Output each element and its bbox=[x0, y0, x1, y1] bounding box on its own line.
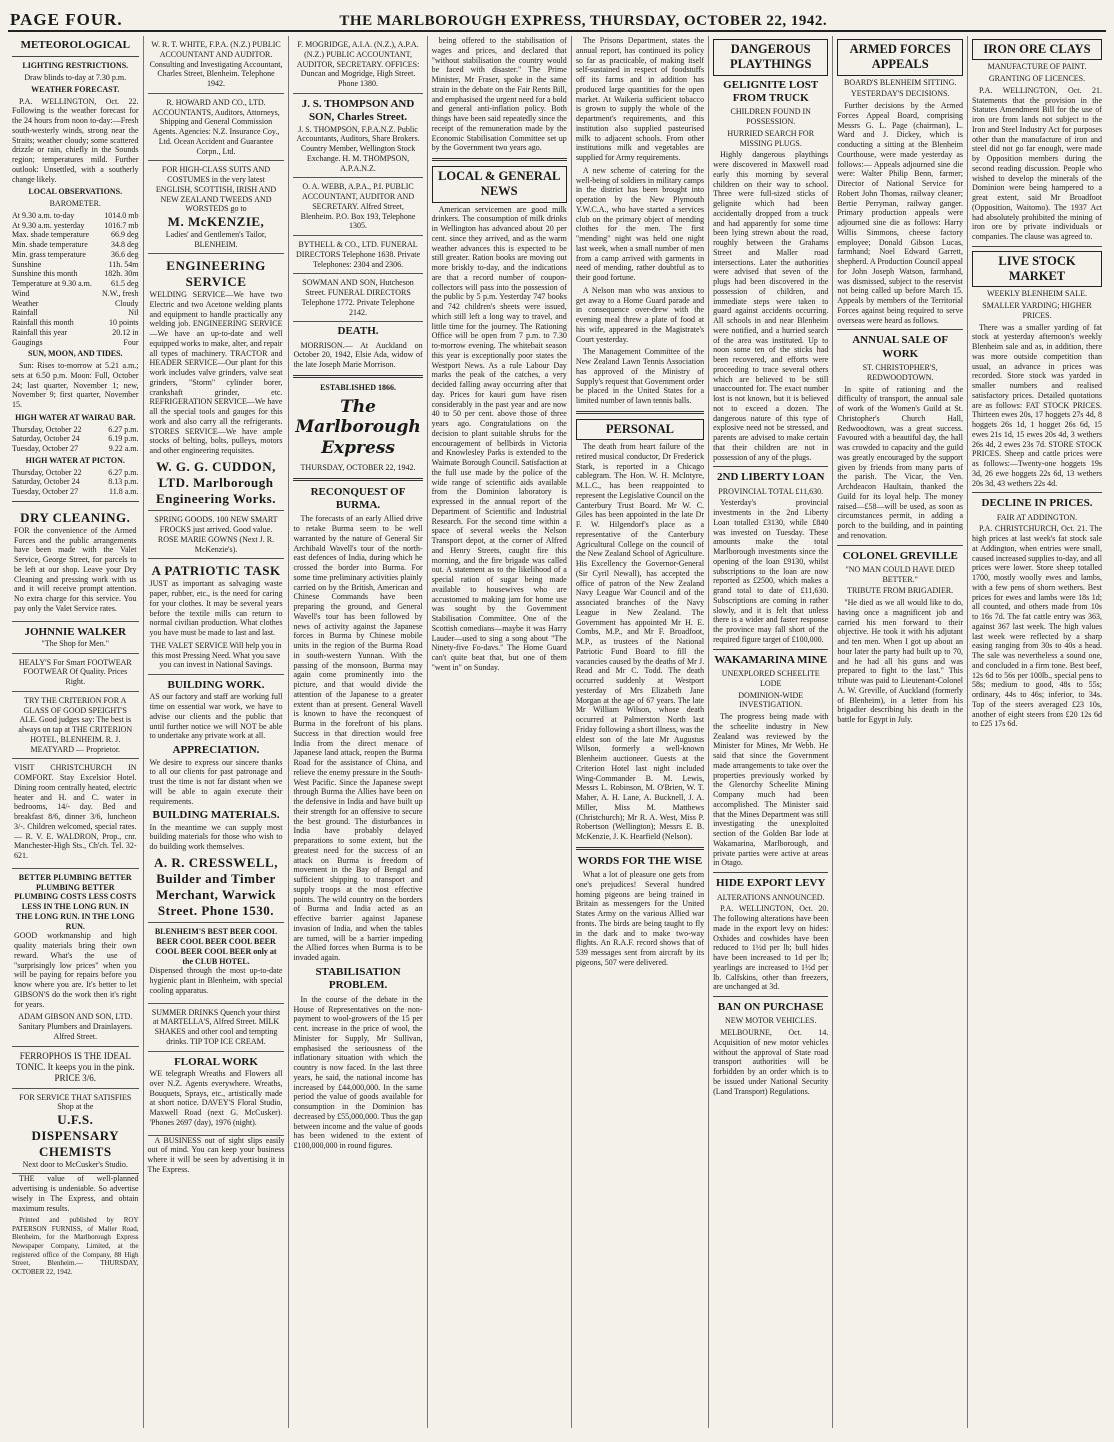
greville-sub1: "NO MAN COULD HAVE DIED BETTER." bbox=[845, 564, 955, 584]
obs-row: Rainfall Nil bbox=[12, 308, 139, 318]
editorial-continued: being offered to the stabilisation of wages and prices, and declared that "without stabilisation the country would be faced with disaster." The Prime Minister, Mr Fraser, spoke in the same strain in the debate on the Fair Rents Bill, and emphasised the urgent need for a bold and general anti-inflation policy. Both things have been said repeatedly since the receipt of the remuneration made by the Economic Stabilisation Committee set up by the Government two years ago. bbox=[431, 36, 567, 153]
ban-purchase-sub: NEW MOTOR VEHICLES. bbox=[725, 1016, 817, 1026]
hide-levy-sub: ALTERATIONS ANNOUNCED. bbox=[716, 892, 825, 902]
local-news-text: American servicemen are good milk drinkers. The consumption of milk drinks in Wellington has advanced about 20 per cent. since they arrived, and as the warm weather advances this is expected to be still greater. Ration books are moving out more briskly to-day, and the indications are that a record number of coupon-collectors will pass into the possession of the public by 5 p.m. Yesterday 747 books and 742 children's sheets were issued, which still left a long way to travel, and little time for the journey. The Rationing Office will be open from 7 p.m. to 7.30 to-morrow evening. The whitebait season this year is exceptionally poor states the Westport News. As a rule Labour Day marks the peak of the catches, a very decided falling away occurring after that day. Prices for kauri gum have risen considerably in the past year and are now 40 to 50 per cent. above those of three years ago. Congratulations on the decision to plant suitable shrubs for the encouragement of bellbirds in Victoria and Knowlesley Parks is extended to the Waimate Borough Council. Satisfaction at the full use made by the police of the wide range of scientific aids available from the Dominion laboratory is expressed in the annual report of the Department of Scientific and Industrial Research. For the second time within a space of several weeks the Nelson Transport depot, at the corner of Alfred and Henry Streets, caught fire this morning, and the fire brigade was called out. A statement as to the likelihood of a special ration of sugar being made available to housewives who are accustomed to making jam for home use was sought by the Government Stabilisation Committee. One of the Scottish comedians—maybe it was Harry Lauder—used to sing a song about "The Ninety-five Fo-davs." The Home Guard can't quite beat that, but one of them "went in" on Sunday. bbox=[431, 204, 567, 672]
plumbing-ad: BETTER PLUMBING BETTER PLUMBING BETTER PLUMBING COSTS LESS COSTS LESS IN THE LONG RUN. IN THE LONG RUN. IN THE LONG RUN. GOOD workmanship and high quality materials bring their own reward. What's the use of "surprisingly low prices" when you will be paying for repairs before you know where you are. It's better to let GIBSON'S do the work then it's right for years. ADAM GIBSON AND SON, LTD. Sanitary Plumbers and Drainlayers. Alfred Street. bbox=[12, 869, 139, 1047]
stabilisation-editorial: In the course of the debate in the House of Representatives on the non-payment to wool-growers of the 15 per cent. increase in the price of wool, the Minister for Supply, Mr Sullivan, emphasised the seriousness of the inflationary situation with which the country is now faced. In the last three years, he said, the national income has increased by £44,000,000. In the same period the value of goods available for consumption in the Dominion has decreased by £55,000,000. Thus the gap between income and the value of goods has been widened to the extent of £100,000,000 in round figures. bbox=[293, 994, 423, 1151]
column-2 bbox=[144, 36, 290, 1428]
masthead bbox=[8, 4, 1106, 32]
personal-text: The death from heart failure of the retired musical conductor, Dr Frederick Stark, is reported in a Chicago cablegram. The Hon. W. H. McIntyre, M.L.C., has been reappointed to represent the Legislative Council on the Canterbury Trust Board. Mr W. C. Giles has been appointed in the late Dr F. W. Hilgendorf's place as a representative of the Canterbury Agricultural College on the council of the New Zealand School of Agriculture. His Excellency the Governor-General (Sir Cyril Newall), has accepted the office of patron of the New Zealand Navy League War Council and of the associated branches of the Navy League in New Zealand. The Government has appointed Mr H. E. Combs, M.P., and Mr F. Broadfoot, M.P., as trustees of the National Patriotic Fund Board to fill the vacancies caused by the deaths of Mr J. Read and Mr C. Todd. The death occurred suddenly at Westport yesterday of Mrs Elizabeth Jane Morgan at the age of 67 years. The late Mr William Wilson, whose death occurred at Palmerston North last Friday following a short illness, was the eldest son of the late Mr Augustus Wilson, formerly a well-known Blenheim auctioneer. Guests at the Criterion Hotel last night included Wing-Commander B. M. Lewis, Messrs L. Robinson, M. O'Brien, W. T. Maher, A. H. Lane, A. Bucknell, J. A. Miller, Miss M. Matthews (Christchurch); Mr R. A. West, Miss P. Robertson (Wellington); Messrs E. B. McKenzie, J. K. Hearfield (Nelson). bbox=[575, 442, 705, 841]
lighting-text: Draw blinds to-day at 7.30 p.m. bbox=[24, 73, 127, 83]
lighting-heading: LIGHTING RESTRICTIONS. bbox=[22, 61, 129, 71]
advertise-notice: THE value of well-planned advertising is undeniable. So advertise wisely in The Express, and obtain maximum results. bbox=[12, 1174, 139, 1213]
gelignite-text: Highly dangerous playthings were discovered in Maxwell road early this morning by several children on their way to school. Three were full-sized sticks of gelignite which had been accidentally dropped from a truck and had apparently for some time been lying strewn about the road, roughly between the Grahams Street and Maller road intersections. Later the authorities were advised that seven of the plugs had been discovered in the possession of children, and immediate steps were taken to guard against accidents occurring. All schools in and near Blenheim were notified, and a hurried search of the area was instituted. Up to noon some ten of the sticks had been recovered, and efforts were proceeding to trace several others which are believed to be still unaccounted for. The exact number lost is not known, but it is believed not to exceed a dozen. The dangerous nature of this type of explosive need not be stressed, and parents are advised to make certain that their children are not in possession of any of the plugs. bbox=[713, 150, 829, 462]
gelignite-heading: GELIGNITE LOST FROM TRUCK bbox=[723, 78, 819, 104]
greville-text: "He died as we all would like to do, having once a magnificent job and carried his men forward to their objective. He took it with his adjutant and ten men. When I got up about an hour later the party had built up to 70, and he had all his guns and was prepared to fight to the last." This tribute was paid to Lieutenant-Colonel A. W. Greville, of Auckland (formerly of Blenheim), in a letter from his brigadier describing his death in the battle for Egypt in July. bbox=[837, 598, 964, 725]
newspaper-page bbox=[8, 4, 1106, 1432]
editorial-date: THURSDAY, OCTOBER 22, 1942. bbox=[300, 462, 416, 472]
obs-row: Sunshine this month 182h. 30m bbox=[12, 269, 139, 279]
tide-row: Tuesday, October 27 9.22 a.m. bbox=[12, 444, 139, 454]
live-stock-sub1: WEEKLY BLENHEIM SALE. bbox=[987, 289, 1088, 299]
building-work-ad: BUILDING WORK. AS our factory and staff are working full time on essential war work, we have to advise our clients and the public that until further notice we will NOT be able to undertake any private work at all. APPRECIATION. We desire to express our sincere thanks to all our clients for past patronage and trust the time is not far distant when we will be able to again execute their requirements. BUILDING MATERIALS. In the meantime we can supply most building materials for those who wish to do building work themselves. A. R. CRESSWELL, Builder and Timber Merchant, Warwick Street. Phone 1530. bbox=[148, 675, 285, 923]
thompson-ad: J. S. THOMPSON AND SON, Charles Street. J. S. THOMPSON, F.P.A.N.Z. Public Accountants, Auditors, Share Brokers. Country Member, Wellington Stock Exchange. H. M. THOMPSON, A.P.A.N.Z. bbox=[293, 94, 422, 179]
column-5 bbox=[572, 36, 709, 1428]
tide-row: Thursday, October 22 6.27 p.m. bbox=[12, 467, 139, 477]
ban-purchase-heading: BAN ON PURCHASE bbox=[717, 1001, 824, 1014]
tide-row: Thursday, October 22 6.27 p.m. bbox=[12, 424, 139, 434]
healys-ad: HEALY'S For Smart FOOTWEAR FOOTWEAR Of Quality. Prices Right. bbox=[12, 654, 139, 692]
ywca-item: A new scheme of catering for the well-being of soldiers in military camps in the district has been brought into operation by the New Plymouth Y.W.C.A., who have started a services club on the primary object of mending clothes for the men. The first "mending" night was held one night last week, when a small number of men from a camp arrived with garments in need of mending, rather doubtful as to their good fortune. bbox=[575, 165, 705, 282]
obs-row: Min. grass temperature 36.6 deg bbox=[12, 249, 139, 259]
wakamarina-sub2: DOMINION-WIDE INVESTIGATION. bbox=[738, 690, 804, 710]
sale-of-work-text: In spite of rationing and the difficulty of transport, the annual sale of work of the Women's Guild at St. Christopher's Church Hall, Redwoodtown, was a great success. Favoured with a beautiful day, the hall was crowded to capacity and the guild was greatly encouraged by the support given by friends from many parts of the parish. The Vicar, the Ven. Archdeacon Haultain, thanked the Guild for its loyal help. The money raised—£58—will be used, as soon as circumstances permit, in adding a porch to the building, and in painting and renovation. bbox=[837, 384, 964, 540]
white-accountant-ad: W. R. T. WHITE, F.P.A. (N.Z.) PUBLIC ACCOUNTANT AND AUDITOR. Consulting and Investigating Accountant, Charles Street, Blenheim. Telephone 1942. bbox=[148, 36, 285, 94]
ufs-ad: FOR SERVICE THAT SATISFIES Shop at the U.F.S. DISPENSARY CHEMISTS Next door to McCusker's Studio. bbox=[12, 1089, 139, 1175]
burma-editorial: The forecasts of an early Allied drive to retake Burma seem to be well warranted by the nature of General Sir Archibald Wavell's tour of the north-east defences of India, during which he crossed the border into Burma. For some time preliminary activities plainly carried on by the British, American and Chinese Commands have been preparing the ground, and General Wavell's tour has been followed by news of activity against the Japanese forces in Burma by Chinese mobile units in the region of the Burma Road in south-western Yunnan. With the passing of the monsoon, Burma may again come prominently into the picture, and that would divide the attention of the Japanese to a greater extent than at present. General Wavell is known to have the reconquest of Burma in the forefront of his plans. Success in that direction would free India from the direct menace of Japanese land attack, reopen the Burma Road for the assistance of China, and relieve the enemy pressure in the South-West Pacific. Since the Japanese swept through Burma the Allies have been on the defensive in India and have built up their strength for an offensive to secure the best ground. The disturbances in India have probably delayed preparations to some extent, but the greatest need for the success of an attack on Burma is freedom of movement in the Bay of Bengal and sufficient shipping to transport and supply troops at the most effective points. The wild country on the borders of Burma and India acted as an effective barrier against Japanese invasion of India, and when the tables are turned, will be a barrier impeding the Allied forces when Burma is to be invaded again. bbox=[293, 514, 423, 963]
obs-row: Sunshine 11h. 54m bbox=[12, 259, 139, 269]
decline-prices-text: P.A. CHRISTCHURCH, Oct. 21. The high prices at last week's fat stock sale at Addington, when entries were small, caused increased supplies to-day, and all prices were lower. Store sheep totalled 1700, mostly woolly ewes and lambs, with a few pens of shorn wethers. Best prices for ewes and lambs were 18s 1d; all counted, and others made from 10s to 16s 7d. The fat cattle entry was 363, against 367 last week. The high values last week were reflected by a sharp easing ranging from 30s to 40s a head. The sale was nevertheless a sound one, and concluded in a firm tone. Best beef, 12s 6d to 56s per 100lb., special pens to 58s; medium to good, 48s to 55s; ordinary, 44s to 46s; inferior, to 34s. Top of the steers averaged £23 10s, another of eight steers from £20 12s 6d to £25 17s 6d. bbox=[972, 524, 1103, 729]
tide-row: Tuesday, October 27 11.8 a.m. bbox=[12, 487, 139, 497]
webb-ad: O. A. WEBB, A.P.A., P.I. PUBLIC ACCOUNTANT, AUDITOR AND SECRETARY. Alfred Street, Blenheim. P.O. Box 193, Telephone 1305. bbox=[293, 178, 422, 236]
prisons-item: The Prisons Department, states the annual report, has continued its policy so far as practicable, of making itself self-sustained in respect of foodstuffs off its farms and in addition has produced large quantities for the open market. At Waikeria sufficient tobacco is grown to supply the whole of the department's requirements, and this institution also supplied pasteurised milk to adjacent schools. From other institutions milk and vegetables are supplied for Army requirements. bbox=[575, 36, 705, 162]
excelsior-ad: VISIT CHRISTCHURCH IN COMFORT. Stay Excelsior Hotel. Dining room centrally heated, electric heater and H. and C. water in bedrooms, 14/- day. Bed and breakfast 8/6, dinner 3/6, luncheon 3/-. Children welcomed, special rates.— R. V. E. WALDRON, Prop., cnr. Manchester-High Sts., Ch'ch. Tel. 32-621. bbox=[12, 759, 139, 869]
observations-table bbox=[12, 211, 139, 348]
gelignite-sub2: HURRIED SEARCH FOR MISSING PLUGS. bbox=[727, 128, 815, 148]
hide-levy-text: P.A. WELLINGTON, Oct. 20. The following alterations have been made in the export levy on hides: Oxhides and cowhides have been reduced to 1½d per lb; bull hides have been increased to 1d per lb; yearlings are increased to 1½d per lb. Calfskins, other than freezers, are unchanged at 3d. bbox=[713, 904, 829, 992]
live-stock-sub2: SMALLER YARDING; HIGHER PRICES. bbox=[982, 301, 1092, 320]
death-heading: DEATH. bbox=[337, 325, 379, 338]
sun-moon-text: Sun: Rises to-morrow at 5.21 a.m.; sets at 6.50 p.m. Moon: Full, October 24; last quarter, November 1; new, November 9; first quarter, November 15. bbox=[12, 361, 139, 410]
iron-ore-text: P.A. WELLINGTON, Oct. 21. Statements that the provision in the Statutes Amendment Bill for the use of iron ore from lands not subject to the Iron and Steel Industry Act for purposes other than the manufacture of iron and steel did not go far enough, were made by Opposition members during the second reading discussion. People who wished to develop the minerals of the Dominion were being hampered to a great extent, said Mr Broadfoot (Opposition, Waitomo). The 1937 Act had absolutely prohibited the mining of iron ore by private individuals or companies. The clause was agreed to. bbox=[972, 85, 1103, 241]
tide-row: Saturday, October 24 6.19 p.m. bbox=[12, 434, 139, 444]
business-notice: A BUSINESS out of sight slips easily out of mind. You can keep your business where it will be seen by advertising it in The Express. bbox=[147, 1135, 285, 1174]
obs-row: Rainfall this year 20.12 in bbox=[12, 327, 139, 337]
wairau-tide-heading: HIGH WATER AT WAIRAU BAR. bbox=[15, 412, 136, 422]
obs-row: At 9.30 a.m. to-day 1014.0 mb bbox=[12, 210, 139, 220]
engineering-ad: ENGINEERING SERVICE WELDING SERVICE—We have two Electric and two Acetone welding plants and equipment to handle practically any welding job. ENGINEERING SERVICE—We have an up-to-date and well equipped works to make, alter, and repair all types of machinery. TRACTOR and HEADER SERVICE—Our plant for this work includes valve grinders, valve seat grinders, "Storm" cylinder borer, crankshaft grinder, etc. REFRIGERATION SERVICE—We have all the special tools and gauges for this work and also carry all the refrigerants. STORES SERVICE—We have ample stocks of belting, bolts, pulleys, motors and other engineering requisites. W. G. G. CUDDON, LTD. Marlborough Engineering Works. bbox=[148, 254, 285, 511]
live-stock-text: There was a smaller yarding of fat stock at yesterday afternoon's weekly Blenheim sale and as, in addition, there was more outside competition than usual, an advance in prices was recorded. Store stock was yarded in smaller numbers and realised satisfactory prices. Detailed quotations are as follows: FAT STOCK PRICES. Thirteen ewes 20s, 17 hoggets 27s 4d, 8 hoggets 26s 1d, 1 hogget 26s 6d, 15 ewes 21s 1d, 15 ewes 20s 4d, 3 wethers 26s 4d, 2 ewes 23s 7d. STORE STOCK PRICES. Sheep and cattle prices were as follows:—Twenty-one hoggets 19s 3d, 26 ewe hoggets 22s 6d, 13 wethers 20s 3d, 43 wethers 22s 4d. bbox=[972, 322, 1103, 488]
obs-row: Weather Cloudy bbox=[12, 298, 139, 308]
ferrophos-ad: FERROPHOS IS THE IDEAL TONIC. It keeps you in the pink. PRICE 3/6. bbox=[12, 1047, 139, 1089]
picton-tide-heading: HIGH WATER AT PICTON. bbox=[25, 455, 125, 465]
armed-forces-heading: ARMED FORCES APPEALS bbox=[837, 39, 963, 76]
obs-row: At 9.30 a.m. yesterday 1016.7 mb bbox=[12, 220, 139, 230]
death-notice: MORRISON.— At Auckland on October 20, 1942, Elsie Ada, widow of the late Joseph Marie Morrison. bbox=[293, 340, 423, 370]
obs-row: Max. shade temperature 66.9 deg bbox=[12, 230, 139, 240]
established: ESTABLISHED 1866. bbox=[320, 382, 396, 392]
page-number: PAGE FOUR. bbox=[10, 10, 123, 29]
meteorological-heading: METEOROLOGICAL bbox=[20, 39, 130, 51]
imprint: Printed and published by ROY PATERSON FURNISS, of Maller Road, Blenheim, for the Marlborough Express Newspaper Company, Limited, at the registered office of the Company, 88 High Street, Blenheim.— THURSDAY, OCTOBER 22, 1942. bbox=[12, 1216, 139, 1276]
howard-ad: R. HOWARD AND CO., LTD. ACCOUNTANTS, Auditors, Attorneys, Shipping and General Commission Agents. Agencies: N.Z. Insurance Coy., Ltd. Ocean Accident and Guarantee Corpn., Ltd. bbox=[148, 94, 285, 162]
obs-row: Wind N.W., fresh bbox=[12, 288, 139, 298]
nelson-item: A Nelson man who was anxious to get away to a Home Guard parade and in consequence over-drew with the evening meal threw a plate of food at his wife, appeared in the Magistrate's Court yesterday. bbox=[575, 285, 705, 344]
greville-sub2: TRIBUTE FROM BRIGADIER. bbox=[847, 586, 954, 596]
tennis-item: The Management Committee of the New Zealand Lawn Tennis Association has approved of the Ministry of Supply's request that Government order be placed in the United States for a limited number of lawn tennis balls. bbox=[575, 347, 705, 405]
live-stock-heading: LIVE STOCK MARKET bbox=[972, 251, 1102, 288]
stabilisation-heading: STABILISATION PROBLEM. bbox=[315, 965, 401, 992]
column-8 bbox=[968, 36, 1106, 1428]
greville-heading: COLONEL GREVILLE bbox=[842, 549, 958, 562]
wakamarina-sub1: UNEXPLORED SCHEELITE LODE bbox=[721, 669, 820, 688]
liberty-loan-text: Yesterday's provincial investments in the 2nd Liberty Loan totalled £3130, while £840 was invested on Tuesday. These amounts make the total Marlborough investments since the opening of the loan £9130, whilst subscriptions to the loan are now reported as £2500, which makes a grand total to date of £11,630. Subscriptions are coming in rather slowly, and it is felt that unless there is a wider and faster response the province may fall short of the required figure target of £100,000. bbox=[713, 498, 829, 644]
gelignite-sub1: CHILDREN FOUND IN POSSESSION. bbox=[730, 107, 811, 127]
wakamarina-heading: WAKAMARINA MINE bbox=[714, 653, 828, 666]
forecast-heading: WEATHER FORECAST. bbox=[31, 84, 120, 94]
mogridge-ad: F. MOGRIDGE, A.I.A. (N.Z.), A.P.A. (N.Z.) PUBLIC ACCOUNTANT, AUDITOR, SECRETARY. OFFICES: Duncan and Mogridge, High Street. Phone 1380. bbox=[293, 36, 422, 94]
iron-ore-sub1: MANUFACTURE OF PAINT. bbox=[987, 62, 1087, 72]
paper-logo: The Marlborough Express bbox=[295, 396, 421, 459]
ban-purchase-text: MELBOURNE, Oct. 14. Acquisition of new motor vehicles without the approval of State road transport authorities will be forbidden by an order which is to be issued under National Security (Land Transport) Regulations. bbox=[713, 1028, 829, 1096]
local-general-news-heading: LOCAL & GENERAL NEWS bbox=[432, 166, 567, 203]
armed-forces-text: Further decisions by the Armed Forces Appeal Board, comprising Messrs G. L. Page (chairman), L. Ward and J. Dickey, which is conducting a sitting at the Blenheim Courthouse, were made yesterday as follows:— Appeals adjourned sine die were: Walter Philip Benn, farmer; Director of National Service for Robert John Thomas, railway cleaner; Bertie Perryman, railway ganger. Primary production appeals were adjourned sine die as follows: Harry Willis Simmons, cheese factory employee; Donald Gibson Lucas, farmhand; Noel Edward Garrett, shepherd. A Production Council appeal for John Joseph Watson, farmhand, was dismissed, subject to the reservist not being called up before March 15. Appeals by members of the Territorial Forces against being required to serve overseas were heard as follows. bbox=[837, 101, 964, 325]
floral-work-ad: FLORAL WORK WE telegraph Wreaths and Flowers all over N.Z. Agents everywhere. Wreaths, Bouquets, Sprays, etc., artistically made at short notice. DAVEY'S Floral Studio, Maxwell Road (next G. McCusker). 'Phones 2697 (day), 1976 (night). bbox=[148, 1052, 285, 1136]
column-6 bbox=[709, 36, 833, 1428]
personal-heading: PERSONAL bbox=[576, 419, 704, 440]
words-wise-heading: WORDS FOR THE WISE bbox=[577, 854, 703, 867]
decline-prices-heading: DECLINE IN PRICES. bbox=[981, 497, 1093, 510]
iron-ore-heading: IRON ORE CLAYS bbox=[972, 39, 1102, 60]
decline-prices-sub: FAIR AT ADDINGTON. bbox=[996, 512, 1078, 522]
club-hotel-ad: BLENHEIM'S BEST BEER COOL BEER COOL BEER COOL BEER COOL BEER COOL BEER only at the CLUB HOTEL. Dispensed through the most up-to-date hygienic plant in Blenheim, with special cooling apparatus. bbox=[148, 923, 285, 1003]
observations-heading: LOCAL OBSERVATIONS. bbox=[28, 187, 123, 197]
column-3 bbox=[289, 36, 427, 1428]
barometer-heading: BAROMETER. bbox=[49, 199, 101, 209]
sale-of-work-heading: ANNUAL SALE OF WORK bbox=[852, 334, 949, 360]
armed-forces-sub2: YESTERDAY'S DECISIONS. bbox=[850, 89, 950, 99]
obs-row: Temperature at 9.30 a.m. 61.5 deg bbox=[12, 279, 139, 289]
armed-forces-sub1: BOARD'S BLENHEIM SITTING. bbox=[844, 77, 957, 87]
obs-row: Rainfall this month 10 points bbox=[12, 318, 139, 328]
column-7 bbox=[833, 36, 968, 1428]
summer-drinks-ad: SUMMER DRINKS Quench your thirst at MARTELLA'S, Alfred Street. MILK SHAKES and other cool and tempting drinks. TIP TOP ICE CREAM. bbox=[148, 1004, 285, 1052]
burma-heading: RECONQUEST OF BURMA. bbox=[310, 485, 406, 512]
liberty-loan-heading: 2ND LIBERTY LOAN bbox=[717, 471, 825, 484]
johnnie-walker-ad: JOHNNIE WALKER "The Shop for Men." bbox=[12, 622, 139, 654]
wakamarina-text: The progress being made with the scheelite industry in New Zealand was reviewed by the Minister for Mines, Mr Webb. He said that since the Government made arrangements to take over the properties previously worked by the Glenorchy Scheelite Mining Company much had been accomplished. The Minister said that the Mines Department was still investigating the unexploited section of the Golden Bar lode at Wakamarina, Marlborough, and private parties were active at areas in Otago. bbox=[713, 712, 829, 868]
sale-of-work-sub: ST. CHRISTOPHER'S, REDWOODTOWN. bbox=[862, 363, 938, 382]
forecast-text: P.A. WELLINGTON, Oct. 22. Following is the weather forecast for the 24 hours from noon to-day:—Fresh south-westerly winds, strong near the Straits; weather cloudy; some scattered drizzle or rain, chiefly in the Sounds region; temperatures mild. Further outlook: Unsettled, with a southerly change likely. bbox=[12, 96, 139, 184]
mckenzie-tailor-ad: FOR HIGH-CLASS SUITS AND COSTUMES in the very latest ENGLISH, SCOTTISH, IRISH AND NEW ZEALAND TWEEDS AND WORSTEDS go to M. McKENZIE, Ladies' and Gentlemen's Tailor, BLENHEIM. bbox=[148, 161, 285, 254]
criterion-ad: TRY THE CRITERION FOR A GLASS OF GOOD SPEIGHT'S ALE. Good judges say: The best is always on tap at THE CRITERION HOTEL, BLENHEIM. R. J. MEATYARD — Proprietor. bbox=[12, 692, 139, 760]
hide-levy-heading: HIDE EXPORT LEVY bbox=[715, 877, 826, 890]
dangerous-playthings-heading: DANGEROUS PLAYTHINGS bbox=[713, 39, 828, 76]
liberty-loan-sub: PROVINCIAL TOTAL £11,630. bbox=[718, 486, 824, 496]
tide-row: Saturday, October 24 8.13 p.m. bbox=[12, 477, 139, 487]
column-1 bbox=[8, 36, 144, 1428]
dry-cleaning-ad: DRY CLEANING. FOR the convenience of the Armed Forces and the public arrangements have been made with the Valet Service, George Street, for parcels to be left at our shop. Leave your Dry Cleaning and pressing work with us and it will receive prompt attention. No extra charge for this service. You pay only the Valet Service rates. bbox=[12, 506, 139, 622]
patriotic-task-ad: A PATRIOTIC TASK JUST as important as salvaging waste paper, rubber, etc., is the need for caring for your clothes. It may be several years before the textile mills can return to normal civilian production. What clothes you have must be made to last and last. THE VALET SERVICE Will help you in this most Pressing Need. What you save you can invest in National Savings. bbox=[148, 559, 285, 675]
column-4 bbox=[428, 36, 572, 1428]
bythell-ad: BYTHELL & CO., LTD. FUNERAL DIRECTORS Telephone 1638. Private Telephones: 2304 and 2306. bbox=[293, 236, 422, 274]
iron-ore-sub2: GRANTING OF LICENCES. bbox=[988, 74, 1086, 83]
sowman-ad: SOWMAN AND SON, Hutcheson Street. FUNERAL DIRECTORS Telephone 1772. Private Telephone 2142. bbox=[293, 274, 422, 322]
frocks-ad: SPRING GOODS. 100 NEW SMART FROCKS just arrived. Good value. ROSE MARIE GOWNS (Next J. R. McKenzie's). bbox=[148, 511, 285, 559]
words-wise-text: What a lot of pleasure one gets from one's prejudices! Several hundred homing pigeons are being trained in Britain as messengers for the United States Army on the various Allied war fronts. The birds are being taught to fly in the dark and to make two-way flights. An R.A.F. record shows that of 539 messages sent from aircraft by its pigeons, 507 were delivered. bbox=[575, 870, 705, 967]
masthead-title: THE MARLBOROUGH EXPRESS, THURSDAY, OCTOBER 22, 1942. bbox=[339, 13, 828, 29]
obs-row: Gaugings Four bbox=[12, 337, 139, 347]
obs-row: Min. shade temperature 34.8 deg bbox=[12, 240, 139, 250]
sun-moon-heading: SUN, MOON, AND TIDES. bbox=[27, 349, 123, 359]
